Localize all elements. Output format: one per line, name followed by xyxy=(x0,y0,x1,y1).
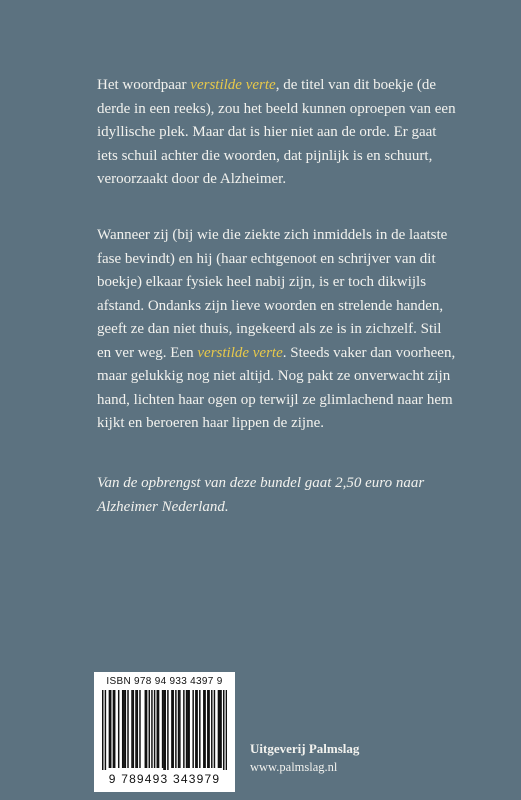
publisher-name: Uitgeverij Palmslag xyxy=(250,741,360,756)
barcode-bar xyxy=(220,690,221,768)
title-highlight: verstilde verte xyxy=(190,77,276,93)
barcode-bar xyxy=(175,690,176,768)
barcode-bar xyxy=(171,690,172,768)
barcode-bar xyxy=(145,690,146,768)
barcode-bar xyxy=(158,690,159,768)
barcode-bar xyxy=(186,690,187,768)
barcode-bar xyxy=(135,690,136,768)
barcode-bar xyxy=(207,690,208,768)
paragraph-text: , de titel van dit boekje (de derde in een reeks), zou het beeld kunnen oproepen van een idyllische plek. Maar dat is hier niet aan de orde. Er gaat iets schuil achter die woorden, dat pijnlijk is en schuurt, veroorzaakt door de Alzheimer. xyxy=(97,77,456,187)
barcode-bar xyxy=(123,690,124,768)
barcode-bar xyxy=(149,690,150,768)
blurb-paragraph-1 xyxy=(97,74,457,192)
barcode-bar xyxy=(102,690,103,770)
barcode-bar xyxy=(223,690,224,770)
barcode-bar xyxy=(157,690,158,768)
barcode-bar xyxy=(192,690,193,768)
barcode-bar xyxy=(137,690,138,768)
publisher-website: www.palmslag.nl xyxy=(250,760,338,774)
barcode-bar xyxy=(178,690,179,768)
barcode-bar xyxy=(214,690,215,768)
paragraph-text: . Steeds vaker dan voorheen, maar gelukkig nog niet altijd. Nog pakt ze onverwacht zijn hand, lichten haar ogen op terwijl ze glimlachend naar hem kijkt en beroeren haar lippen de zijne. xyxy=(97,344,456,431)
barcode-bar xyxy=(196,690,197,768)
barcode-bar xyxy=(167,690,168,770)
paragraph-text: Het woordpaar xyxy=(97,77,191,93)
barcode-bar xyxy=(110,690,111,768)
barcode-bar xyxy=(195,690,196,768)
barcode-bar xyxy=(133,690,134,768)
barcode-bar xyxy=(127,690,128,768)
barcode-bar xyxy=(199,690,200,768)
barcode-bar xyxy=(162,690,163,768)
barcode-bar xyxy=(118,690,119,768)
barcode-bar xyxy=(125,690,126,768)
barcode-bar xyxy=(151,690,152,768)
barcode-bar xyxy=(154,690,155,768)
barcode-bar xyxy=(109,690,110,768)
barcode-bar xyxy=(179,690,180,768)
barcode-bar xyxy=(218,690,219,768)
donation-text: Van de opbrengst van deze bundel gaat 2,50 euro naar Alzheimer Nederland. xyxy=(97,475,425,515)
barcode-bar xyxy=(139,690,140,768)
barcode-bar xyxy=(219,690,220,768)
barcode-bar xyxy=(163,690,164,770)
barcode-bar xyxy=(211,690,212,768)
barcode-bar xyxy=(187,690,188,768)
barcode-bar xyxy=(172,690,173,768)
barcode-bar xyxy=(203,690,204,768)
barcode-bar xyxy=(204,690,205,768)
barcode-bar xyxy=(114,690,115,768)
isbn-barcode xyxy=(94,672,235,792)
barcode-bar xyxy=(208,690,209,768)
barcode-digits: 9 789493 343979 xyxy=(108,772,221,786)
barcode-bar xyxy=(226,690,227,770)
paragraph-text: Wanneer zij (bij wie die ziekte zich inmiddels in de laatste fase bevindt) en hij (haar echtgenoot en schrijver van dit boekje) elkaar fysiek heel nabij zijn, is er toch dikwijls afstand. Ondanks zijn lieve woorden en strelende handen, geeft ze dan niet thuis, ingekeerd als ze is in zichzelf. Stil en ver weg. Een xyxy=(97,227,448,361)
barcode-bar xyxy=(165,690,166,770)
barcode-bar xyxy=(122,690,123,768)
title-highlight: verstilde verte xyxy=(197,344,283,361)
barcode-bar xyxy=(146,690,147,768)
blurb-paragraph-2 xyxy=(97,224,457,436)
donation-note xyxy=(97,472,457,519)
barcode-bar xyxy=(131,690,132,768)
isbn-label: ISBN 978 94 933 4397 9 xyxy=(106,676,223,687)
barcode-bar xyxy=(183,690,184,768)
barcode-bars xyxy=(102,690,227,770)
barcode-bar xyxy=(113,690,114,768)
barcode-bar xyxy=(105,690,106,770)
barcode-bar xyxy=(188,690,189,768)
